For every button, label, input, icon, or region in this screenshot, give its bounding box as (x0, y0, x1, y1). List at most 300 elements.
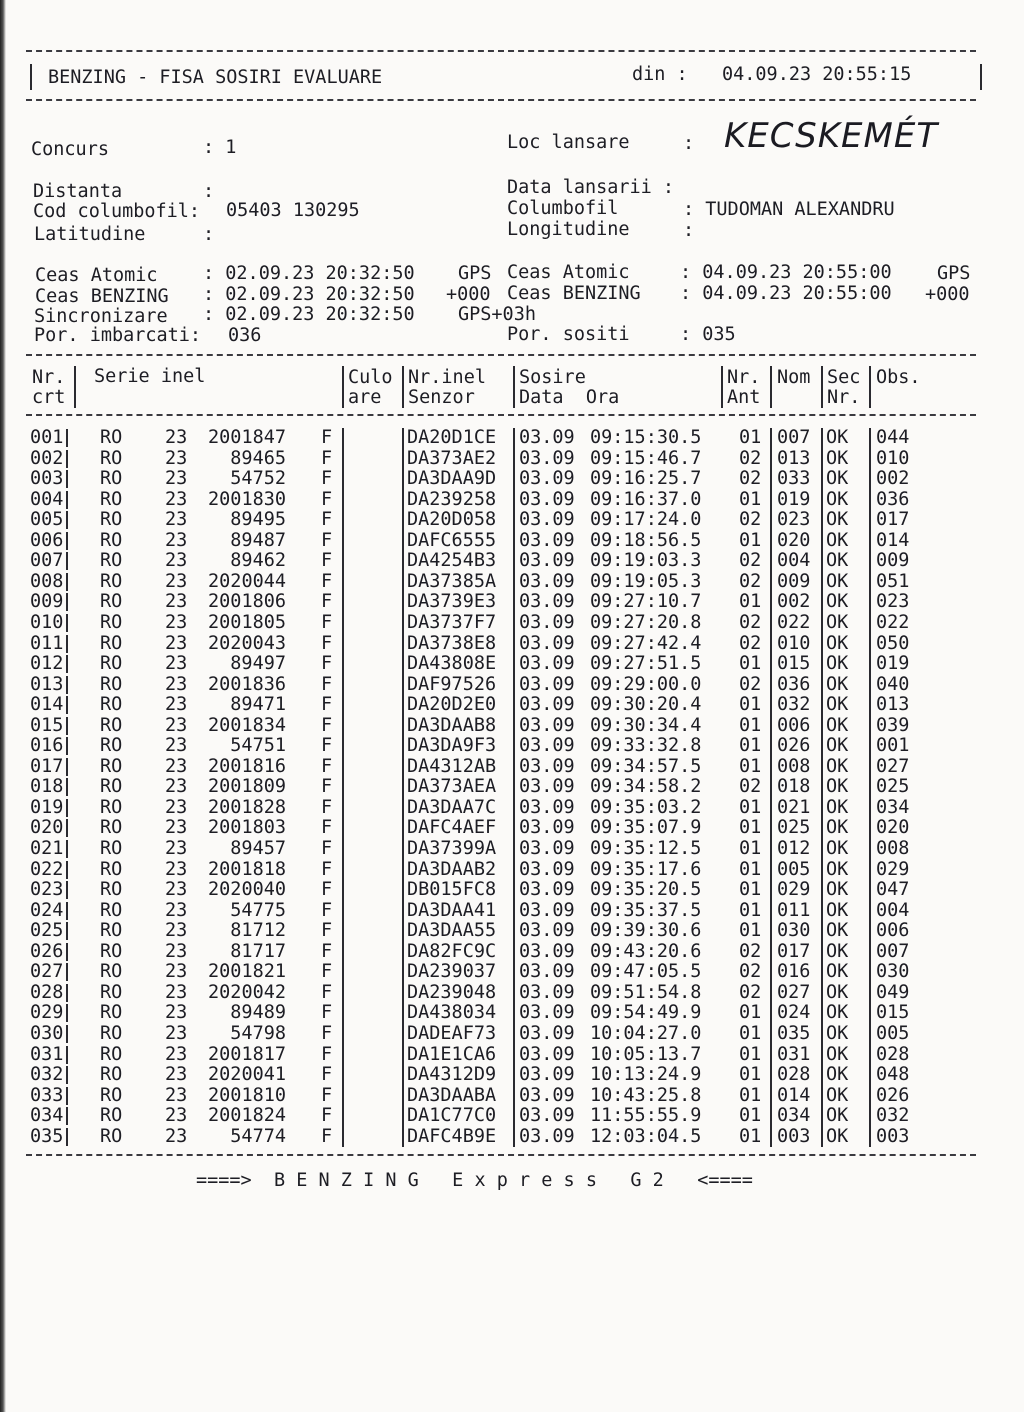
cell-year: 23 (165, 632, 188, 654)
cell-nom: 029 (777, 879, 811, 901)
cell-ring-number: 89462 (230, 550, 286, 572)
cell-sec: OK (826, 858, 849, 880)
cell-nom: 031 (777, 1043, 811, 1065)
cell-sensor-id: DA1C77C0 (407, 1105, 497, 1127)
cell-sex: F (321, 796, 333, 818)
table-row (0, 962, 1000, 982)
clock-left-suffix-0: GPS (458, 263, 492, 284)
cell-ring-number: 2020040 (208, 879, 286, 901)
cell-nom: 006 (777, 714, 811, 736)
cell-arrival-date: 03.09 (519, 529, 575, 551)
cell-sex: F (321, 920, 333, 942)
cell-country: RO (100, 653, 123, 675)
clock-left-label-0: Ceas Atomic (35, 265, 158, 286)
cell-nom: 028 (777, 1064, 811, 1086)
cell-nom: 024 (777, 1002, 811, 1024)
cell-arrival-time: 09:35:37.5 (590, 899, 702, 921)
cell-nr-crt: 034 (30, 1105, 64, 1127)
cell-nr-ant: 01 (739, 694, 762, 716)
distanta-sep: : (203, 181, 215, 202)
cell-ring-number: 2001830 (208, 488, 286, 510)
cell-ring-number: 54751 (230, 735, 286, 757)
cell-country: RO (100, 509, 123, 531)
cell-country: RO (100, 529, 123, 551)
cell-sensor-id: DA4312AB (407, 755, 497, 777)
cell-nr-ant: 01 (739, 796, 762, 818)
cell-country: RO (100, 488, 123, 510)
table-row (0, 1003, 1000, 1023)
th-sep-5 (721, 366, 723, 408)
cell-obs: 028 (876, 1043, 910, 1065)
cell-nr-crt: 001 (30, 427, 64, 448)
nr-separator (66, 450, 68, 468)
cell-year: 23 (165, 879, 188, 901)
cell-sec: OK (826, 961, 849, 983)
cell-year: 23 (165, 817, 188, 839)
data-lansarii-label: Data lansarii : (507, 177, 675, 198)
clock-left-suffix-1: +000 (446, 284, 491, 305)
cell-nr-crt: 029 (30, 1002, 64, 1024)
cell-sensor-id: DA438034 (407, 1002, 497, 1024)
cell-arrival-date: 03.09 (519, 940, 575, 962)
cell-sec: OK (826, 1105, 849, 1127)
nr-separator (66, 1004, 68, 1022)
cell-sex: F (321, 817, 333, 839)
cell-sensor-id: DA239048 (407, 981, 497, 1003)
cell-sec: OK (826, 796, 849, 818)
nr-separator (66, 1087, 68, 1105)
cell-sec: OK (826, 940, 849, 962)
cell-year: 23 (165, 550, 188, 572)
cell-year: 23 (165, 1125, 188, 1147)
cell-year: 23 (165, 714, 188, 736)
table-bottom-dashed-rule (26, 1154, 976, 1156)
cell-arrival-date: 03.09 (519, 1043, 575, 1065)
cell-sec: OK (826, 591, 849, 613)
table-row (0, 860, 1000, 880)
cell-arrival-date: 03.09 (519, 611, 575, 633)
body-sep-nom-right (821, 428, 823, 1147)
cell-year: 23 (165, 755, 188, 777)
cell-obs: 005 (876, 1022, 910, 1044)
nr-separator (66, 1128, 68, 1146)
table-row (0, 1106, 1000, 1126)
cell-year: 23 (165, 1002, 188, 1024)
cell-arrival-time: 09:54:49.9 (590, 1002, 702, 1024)
cell-year: 23 (165, 1064, 188, 1086)
cell-arrival-time: 09:27:10.7 (590, 591, 702, 613)
longitudine-label: Longitudine (507, 219, 630, 240)
cell-obs: 036 (876, 488, 910, 510)
cell-country: RO (100, 755, 123, 777)
cell-nr-ant: 01 (739, 591, 762, 613)
cell-arrival-time: 09:34:58.2 (590, 776, 702, 798)
cell-sensor-id: DA3DAAB8 (407, 714, 497, 736)
table-row (0, 428, 1000, 448)
cell-sec: OK (826, 447, 849, 469)
cell-arrival-time: 09:27:51.5 (590, 653, 702, 675)
cell-arrival-date: 03.09 (519, 981, 575, 1003)
nr-separator (66, 737, 68, 755)
cell-arrival-date: 03.09 (519, 632, 575, 654)
cell-sex: F (321, 879, 333, 901)
cell-sex: F (321, 591, 333, 613)
cell-country: RO (100, 817, 123, 839)
table-row (0, 942, 1000, 962)
cell-sensor-id: DA3DAA41 (407, 899, 497, 921)
cell-sensor-id: DA239258 (407, 488, 497, 510)
cell-ring-number: 2020043 (208, 632, 286, 654)
cell-sex: F (321, 468, 333, 490)
nr-separator (66, 696, 68, 714)
cell-nr-crt: 008 (30, 570, 64, 592)
cell-sensor-id: DA3DAAB2 (407, 858, 497, 880)
header-dashed-rule (26, 99, 976, 101)
imbarcati-value: 036 (228, 325, 262, 346)
cell-sensor-id: DA3737F7 (407, 611, 497, 633)
cell-nr-ant: 02 (739, 940, 762, 962)
cell-arrival-time: 09:15:30.5 (590, 427, 702, 448)
cell-year: 23 (165, 735, 188, 757)
th-sec: Sec (827, 367, 861, 388)
cell-nom: 019 (777, 488, 811, 510)
columbofil-label: Columbofil (507, 198, 619, 219)
cell-sex: F (321, 1105, 333, 1127)
cell-sex: F (321, 1043, 333, 1065)
cell-nom: 021 (777, 796, 811, 818)
cell-sensor-id: DA373AEA (407, 776, 497, 798)
clock-right-label-1: Ceas BENZING (507, 283, 641, 304)
cell-sec: OK (826, 899, 849, 921)
cell-sensor-id: DA37385A (407, 570, 497, 592)
cell-ring-number: 2020042 (208, 981, 286, 1003)
cell-sensor-id: DA3739E3 (407, 591, 497, 613)
cell-nr-ant: 01 (739, 755, 762, 777)
cell-country: RO (100, 776, 123, 798)
cell-nr-ant: 02 (739, 673, 762, 695)
cell-nr-crt: 007 (30, 550, 64, 572)
cell-ring-number: 2020041 (208, 1064, 286, 1086)
cell-ring-number: 81717 (230, 940, 286, 962)
cell-year: 23 (165, 529, 188, 551)
cell-ring-number: 2001803 (208, 817, 286, 839)
table-row (0, 1045, 1000, 1065)
cell-nr-ant: 01 (739, 529, 762, 551)
cell-ring-number: 2001817 (208, 1043, 286, 1065)
cell-nr-ant: 02 (739, 550, 762, 572)
nr-separator (66, 655, 68, 673)
cell-nr-crt: 022 (30, 858, 64, 880)
cell-nr-ant: 01 (739, 653, 762, 675)
body-sep-nom-left (770, 428, 772, 1147)
cell-arrival-time: 09:30:20.4 (590, 694, 702, 716)
cell-obs: 009 (876, 550, 910, 572)
nr-separator (66, 861, 68, 879)
cell-sex: F (321, 858, 333, 880)
nr-separator (66, 573, 68, 591)
cell-nom: 034 (777, 1105, 811, 1127)
table-row (0, 798, 1000, 818)
cell-sec: OK (826, 817, 849, 839)
th-sep-2 (342, 366, 344, 408)
cell-nr-crt: 011 (30, 632, 64, 654)
cell-nr-crt: 010 (30, 611, 64, 633)
cell-arrival-date: 03.09 (519, 447, 575, 469)
cell-country: RO (100, 447, 123, 469)
cell-arrival-time: 09:30:34.4 (590, 714, 702, 736)
cell-arrival-time: 09:51:54.8 (590, 981, 702, 1003)
cell-arrival-date: 03.09 (519, 961, 575, 983)
table-row (0, 695, 1000, 715)
cell-arrival-time: 09:19:05.3 (590, 570, 702, 592)
table-row (0, 921, 1000, 941)
body-sep-obs (869, 428, 871, 1147)
cell-obs: 013 (876, 694, 910, 716)
cell-arrival-date: 03.09 (519, 550, 575, 572)
nr-separator (66, 1025, 68, 1043)
clock-left-value-2: : 02.09.23 20:32:50 (203, 304, 415, 325)
cell-year: 23 (165, 1084, 188, 1106)
cell-nom: 011 (777, 899, 811, 921)
cell-sensor-id: DADEAF73 (407, 1022, 497, 1044)
cell-nr-ant: 02 (739, 776, 762, 798)
cell-arrival-date: 03.09 (519, 899, 575, 921)
th-data-ora: Data Ora (519, 387, 620, 408)
cell-nr-crt: 015 (30, 714, 64, 736)
cell-country: RO (100, 1043, 123, 1065)
cell-arrival-date: 03.09 (519, 817, 575, 839)
cell-year: 23 (165, 591, 188, 613)
clock-right-suffix-1: +000 (925, 284, 970, 305)
clock-right-value-1: : 04.09.23 20:55:00 (680, 283, 892, 304)
cell-country: RO (100, 714, 123, 736)
table-row (0, 839, 1000, 859)
cell-nom: 033 (777, 468, 811, 490)
cell-arrival-date: 03.09 (519, 468, 575, 490)
cell-obs: 006 (876, 920, 910, 942)
cell-nom: 010 (777, 632, 811, 654)
cell-arrival-date: 03.09 (519, 1084, 575, 1106)
cell-nr-ant: 01 (739, 735, 762, 757)
cell-sec: OK (826, 735, 849, 757)
cell-arrival-time: 09:19:03.3 (590, 550, 702, 572)
nr-separator (66, 758, 68, 776)
table-row (0, 654, 1000, 674)
cell-arrival-date: 03.09 (519, 427, 575, 448)
nr-separator (66, 778, 68, 796)
nr-separator (66, 532, 68, 550)
cell-country: RO (100, 920, 123, 942)
cell-nr-ant: 01 (739, 1002, 762, 1024)
table-row (0, 551, 1000, 571)
cell-arrival-time: 09:27:42.4 (590, 632, 702, 654)
clock-left-label-2: Sincronizare (34, 306, 168, 327)
sositi-label: Por. sositi (507, 324, 630, 345)
cell-year: 23 (165, 653, 188, 675)
cell-sensor-id: DA3738E8 (407, 632, 497, 654)
cell-sensor-id: DA373AE2 (407, 447, 497, 469)
cell-country: RO (100, 838, 123, 859)
nr-separator (66, 429, 68, 447)
cell-nr-crt: 028 (30, 981, 64, 1003)
cell-sex: F (321, 488, 333, 510)
table-row (0, 592, 1000, 612)
cell-nr-crt: 019 (30, 796, 64, 818)
cell-year: 23 (165, 858, 188, 880)
cell-sensor-id: DA3DA9F3 (407, 735, 497, 757)
cell-country: RO (100, 1125, 123, 1147)
body-sep-senzor-left (402, 428, 404, 1147)
cell-sensor-id: DA20D2E0 (407, 694, 497, 716)
cell-sex: F (321, 447, 333, 469)
cell-country: RO (100, 961, 123, 983)
cell-country: RO (100, 694, 123, 716)
table-row (0, 736, 1000, 756)
cell-arrival-time: 11:55:55.9 (590, 1105, 702, 1127)
cell-year: 23 (165, 488, 188, 510)
th-serie-inel: Serie inel (94, 366, 206, 387)
cell-obs: 022 (876, 611, 910, 633)
loc-lansare-sep: : (683, 133, 695, 154)
cell-ring-number: 2001847 (208, 427, 286, 448)
cell-nom: 002 (777, 591, 811, 613)
cell-arrival-time: 09:35:17.6 (590, 858, 702, 880)
table-row (0, 490, 1000, 510)
cell-year: 23 (165, 776, 188, 798)
cell-arrival-time: 09:34:57.5 (590, 755, 702, 777)
cell-year: 23 (165, 427, 188, 448)
table-row (0, 510, 1000, 530)
cell-ring-number: 54775 (230, 899, 286, 921)
cell-arrival-time: 09:47:05.5 (590, 961, 702, 983)
nr-separator (66, 470, 68, 488)
cell-sensor-id: DAFC6555 (407, 529, 497, 551)
th-sosire: Sosire (519, 367, 586, 388)
cell-nr-ant: 01 (739, 427, 762, 448)
cell-obs: 001 (876, 735, 910, 757)
clock-right-value-0: : 04.09.23 20:55:00 (680, 262, 892, 283)
cell-sensor-id: DAF97526 (407, 673, 497, 695)
cell-arrival-time: 09:35:07.9 (590, 817, 702, 839)
cell-nr-crt: 014 (30, 694, 64, 716)
cell-nr-ant: 01 (739, 714, 762, 736)
cell-sex: F (321, 940, 333, 962)
cell-year: 23 (165, 611, 188, 633)
cell-sec: OK (826, 776, 849, 798)
table-row (0, 716, 1000, 736)
cell-nom: 009 (777, 570, 811, 592)
cell-sensor-id: DA3DAA7C (407, 796, 497, 818)
table-row (0, 983, 1000, 1003)
cell-ring-number: 2001809 (208, 776, 286, 798)
nr-separator (66, 819, 68, 837)
cell-arrival-date: 03.09 (519, 714, 575, 736)
body-sep-culoare (342, 428, 344, 1147)
cell-sex: F (321, 427, 333, 448)
cell-sex: F (321, 570, 333, 592)
clock-left-suffix-2: GPS+03h (458, 304, 536, 325)
header-right-bar (980, 64, 982, 90)
cell-sec: OK (826, 550, 849, 572)
cell-country: RO (100, 591, 123, 613)
cell-year: 23 (165, 1043, 188, 1065)
cell-country: RO (100, 611, 123, 633)
cell-arrival-date: 03.09 (519, 653, 575, 675)
cell-sensor-id: DA43808E (407, 653, 497, 675)
cell-nom: 027 (777, 981, 811, 1003)
cell-obs: 029 (876, 858, 910, 880)
nr-separator (66, 491, 68, 509)
cell-sensor-id: DA3DAA9D (407, 468, 497, 490)
cell-country: RO (100, 1022, 123, 1044)
cell-arrival-date: 03.09 (519, 570, 575, 592)
cell-country: RO (100, 550, 123, 572)
table-row (0, 634, 1000, 654)
cell-nom: 023 (777, 509, 811, 531)
cell-ring-number: 89489 (230, 1002, 286, 1024)
cell-ring-number: 2001816 (208, 755, 286, 777)
cell-sex: F (321, 1064, 333, 1086)
nr-separator (66, 635, 68, 653)
cell-sensor-id: DB015FC8 (407, 879, 497, 901)
cell-nom: 013 (777, 447, 811, 469)
cell-nom: 016 (777, 961, 811, 983)
cell-obs: 025 (876, 776, 910, 798)
cell-nr-crt: 012 (30, 653, 64, 675)
cell-nr-crt: 030 (30, 1022, 64, 1044)
cell-sensor-id: DA20D1CE (407, 427, 497, 448)
cell-nr-crt: 025 (30, 920, 64, 942)
table-row (0, 901, 1000, 921)
cell-nr-ant: 01 (739, 1022, 762, 1044)
cell-sensor-id: DA3DAA55 (407, 920, 497, 942)
cell-country: RO (100, 673, 123, 695)
cell-sex: F (321, 1125, 333, 1147)
cell-nr-ant: 01 (739, 1064, 762, 1086)
cell-arrival-time: 09:17:24.0 (590, 509, 702, 531)
th-culo: Culo (348, 367, 393, 388)
cell-nr-ant: 01 (739, 838, 762, 859)
cell-country: RO (100, 940, 123, 962)
cell-sex: F (321, 611, 333, 633)
cell-nom: 005 (777, 858, 811, 880)
table-row (0, 449, 1000, 469)
cell-sec: OK (826, 838, 849, 859)
cell-ring-number: 89487 (230, 529, 286, 551)
cell-nr-crt: 003 (30, 468, 64, 490)
cell-nr-ant: 02 (739, 509, 762, 531)
cell-obs: 047 (876, 879, 910, 901)
table-row (0, 1127, 1000, 1147)
th-sep-7 (821, 366, 823, 408)
cell-arrival-date: 03.09 (519, 1022, 575, 1044)
cell-ring-number: 89495 (230, 509, 286, 531)
cell-year: 23 (165, 981, 188, 1003)
cell-sensor-id: DA82FC9C (407, 940, 497, 962)
cell-sec: OK (826, 1043, 849, 1065)
cell-country: RO (100, 1002, 123, 1024)
concurs-label: Concurs (31, 139, 109, 160)
cell-arrival-date: 03.09 (519, 694, 575, 716)
cell-sex: F (321, 529, 333, 551)
latitudine-label: Latitudine (34, 224, 146, 245)
cell-country: RO (100, 570, 123, 592)
cell-ring-number: 54752 (230, 468, 286, 490)
table-row (0, 818, 1000, 838)
cell-sex: F (321, 1084, 333, 1106)
cell-sensor-id: DA4312D9 (407, 1064, 497, 1086)
cell-country: RO (100, 899, 123, 921)
